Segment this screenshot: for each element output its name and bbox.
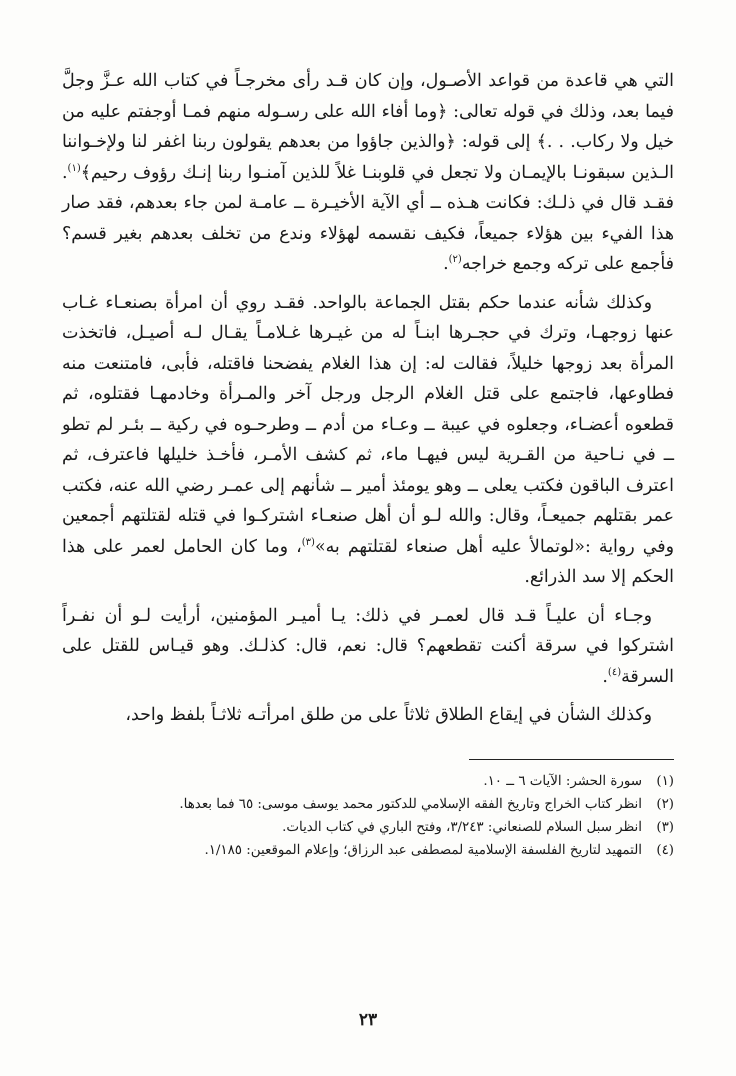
footnotes bbox=[62, 770, 674, 862]
footnote-text: التمهيد لتاريخ الفلسفة الإسلامية لمصطفى عبد الرزاق؛ وإعلام الموقعين: ١/١٨٥. bbox=[204, 842, 642, 858]
paragraph-1-text-continued: . فقـد قال في ذلـك: فكانت هـذه ــ أي الآية الأخيـرة ــ عامـة لمن جاء بعدهم، فقد صار هذا الفيء بين هؤلاء جميعاً، فكيف نقسمه لهؤلاء وندع من تخلف بعدهم بغير قسم؟ فأجمع على تركه وجمع خراجه bbox=[62, 162, 674, 274]
footnote-divider bbox=[469, 759, 674, 760]
footnote-ref-2: (٢) bbox=[448, 254, 462, 266]
footnote-number: (١) bbox=[656, 773, 674, 789]
paragraph-2 bbox=[62, 288, 674, 593]
footnote-2 bbox=[62, 793, 674, 816]
paragraph-3-end: . bbox=[602, 666, 608, 687]
paragraph-3 bbox=[62, 601, 674, 693]
footnote-text: سورة الحشر: الآيات ٦ ــ ١٠. bbox=[483, 773, 642, 789]
paragraph-2-text-continued: ، وما كان الحامل لعمر على هذا الحكم إلا سد الذرائع. bbox=[62, 536, 674, 587]
paragraph-1-end: . bbox=[443, 254, 449, 274]
footnote-3 bbox=[62, 816, 674, 839]
footnote-4 bbox=[62, 839, 674, 862]
paragraph-1-text: التي هي قاعدة من قواعد الأصـول، وإن كان قـد رأى مخرجـاً في كتاب الله عـزَّ وجلَّ فيما بعد، وذلك في قوله تعالى: ﴿وما أفاء الله على رسـوله منهم فمـا أوجفتم عليه من خيل ولا ركاب. . .﴾ إلى قوله: ﴿والذين جاؤوا من بعدهم يقولون ربنا اغفر لنا ولإخـواننا الـذين سبقونـا بالإيمـان ولا تجعل في قلوبنـا غلاً للذين آمنـوا ربنا إنـك رؤوف رحيم﴾ bbox=[62, 71, 674, 183]
paragraph-4-text: وكذلك الشأن في إيقاع الطلاق ثلاثاً على من طلق امرأتـه ثلاثـاً بلفظ واحد، bbox=[125, 705, 652, 725]
paragraph-1 bbox=[62, 66, 674, 280]
footnote-number: (٢) bbox=[656, 796, 674, 812]
paragraph-4 bbox=[62, 700, 674, 731]
paragraph-2-text: وكذلك شأنه عندما حكم بقتل الجماعة بالواحد. فقـد روي أن امرأة بصنعـاء غـاب عنها زوجهـا، وترك في حجـرها ابنـاً له من غيـرها غـلامـاً يقـال لـه أصيـل، فاتخذت المرأة بعد زوجها خليلاً، فقالت له: إن هذا الغلام يفضحنا فاقتله، فأبى، فامتنعت منه فطاوعها، فاجتمع على قتل الغلام الرجل ورجل آخر والمـرأة وخادمهـا فقتلوه، ثم قطعوه أعضـاء، وجعلوه في عيبة ــ وعـاء من أدم ــ وطرحـوه في ركية ــ بئـر لم تطو ــ في نـاحية من القـرية ليس فيهـا ماء، ثم كشف الأمـر، فأخـذ خليلها فاعترف، ثم اعترف الباقون فكتب يعلى ــ وهو يومئذ أمير ــ شأنهم إلى عمـر رضي الله عنه، فكتب عمر بقتلهم جميعـاً، وقال: والله لـو أن أهل صنعـاء اشتركـوا في قتله لقتلتهم أجمعين وفي رواية :«لوتمالأ عليه أهل صنعاء لقتلتهم به» bbox=[62, 292, 674, 557]
footnote-text: انظر سبل السلام للصنعاني: ٣/٢٤٣، وفتح الباري في كتاب الديات. bbox=[282, 819, 642, 835]
footnote-number: (٤) bbox=[656, 842, 674, 858]
paragraph-3-text: وجـاء أن عليـاً قـد قال لعمـر في ذلك: يـا أميـر المؤمنين، أرأيت لـو أن نفـراً اشتركوا في سرقة أكنت تقطعهم؟ قال: نعم، قال: كذلـك. وهو قيـاس للقتل على السرقة bbox=[62, 605, 674, 687]
footnote-ref-1: (١) bbox=[67, 162, 81, 174]
footnote-1 bbox=[62, 770, 674, 793]
footnote-text: انظر كتاب الخراج وتاريخ الفقه الإسلامي للدكتور محمد يوسف موسى: ٦٥ فما بعدها. bbox=[179, 796, 642, 812]
footnote-ref-3: (٣) bbox=[301, 536, 315, 548]
page-number: ٢٣ bbox=[358, 1010, 378, 1030]
footnote-ref-4: (٤) bbox=[607, 666, 622, 678]
footnote-number: (٣) bbox=[656, 819, 674, 835]
